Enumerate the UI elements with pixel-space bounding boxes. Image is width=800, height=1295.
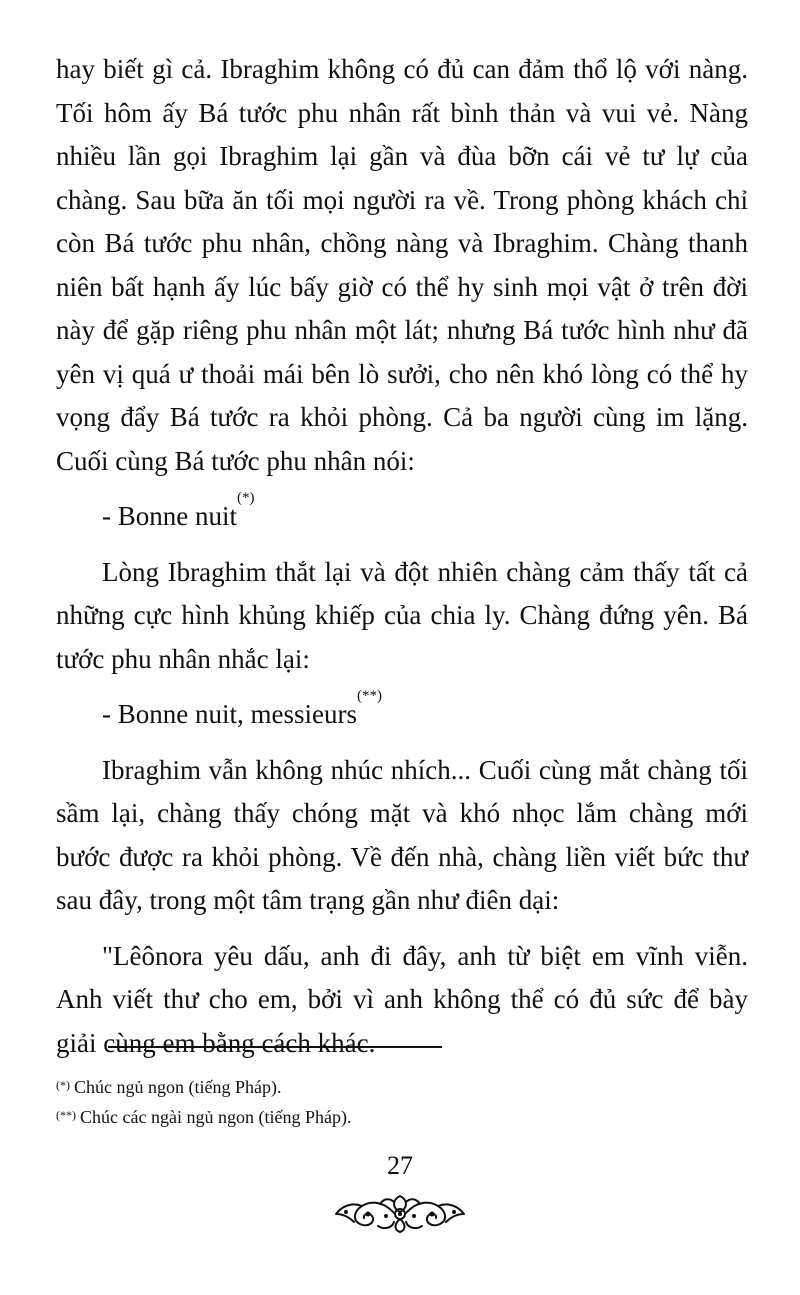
floral-ornament-icon [332,1192,468,1234]
paragraph-1: hay biết gì cả. Ibraghim không có đủ can đảm thổ lộ với nàng. Tối hôm ấy Bá tước phu nhân rất bình thản và vui vẻ. Nàng nhiều lần gọi Ibraghim lại gần và đùa bỡn cái vẻ tư lự của chàng. Sau bữa ăn tối mọi người ra về. Trong phòng khách chỉ còn Bá tước phu nhân, chồng nàng và Ibraghim. Chàng thanh niên bất hạnh ấy lúc bấy giờ có thể hy sinh mọi vật ở trên đời này để gặp riêng phu nhân một lát; nhưng Bá tước hình như đã yên vị quá ư thoải mái bên lò sưởi, cho nên khó lòng có thể hy vọng đẩy Bá tước ra khỏi phòng. Cả ba người cùng im lặng. Cuối cùng Bá tước phu nhân nói: [56,54,748,476]
footnote-2-text: Chúc các ngài ngủ ngon (tiếng Pháp). [80,1107,352,1127]
paragraph-2 [56,490,748,539]
footnote-2-mark: (**) [56,1108,76,1122]
footnote-1-text: Chúc ngủ ngon (tiếng Pháp). [74,1077,282,1097]
footnote-divider [108,1046,442,1048]
page-number: 27 [387,1151,413,1180]
footnotes [56,1072,756,1132]
footnote-1 [56,1072,756,1102]
paragraph-4 [56,688,748,737]
footnote-ref-2: (**) [356,688,382,704]
paragraph-6: "Lêônora yêu dấu, anh đi đây, anh từ biệt em vĩnh viễn. Anh viết thư cho em, bởi vì anh không thể có đủ sức để bày giải cùng em bằng cách khác. [56,940,748,1058]
page-body [56,48,748,1065]
paragraph-3: Lòng Ibraghim thắt lại và đột nhiên chàng cảm thấy tất cả những cực hình khủng khiếp của chia ly. Chàng đứng yên. Bá tước phu nhân nhắc lại: [56,556,748,674]
paragraph-2-text: - Bonne nuit [102,501,237,531]
paragraph-4-text: - Bonne nuit, messieurs [102,699,357,729]
footnote-ref-1: (*) [237,490,255,506]
paragraph-5: Ibraghim vẫn không nhúc nhích... Cuối cùng mắt chàng tối sầm lại, chàng thấy chóng mặt và khó nhọc lắm chàng mới bước được ra khỏi phòng. Về đến nhà, chàng liền viết bức thư sau đây, trong một tâm trạng gần như điên dại: [56,754,748,915]
footnote-1-mark: (*) [56,1078,70,1092]
footnote-2 [56,1102,756,1132]
